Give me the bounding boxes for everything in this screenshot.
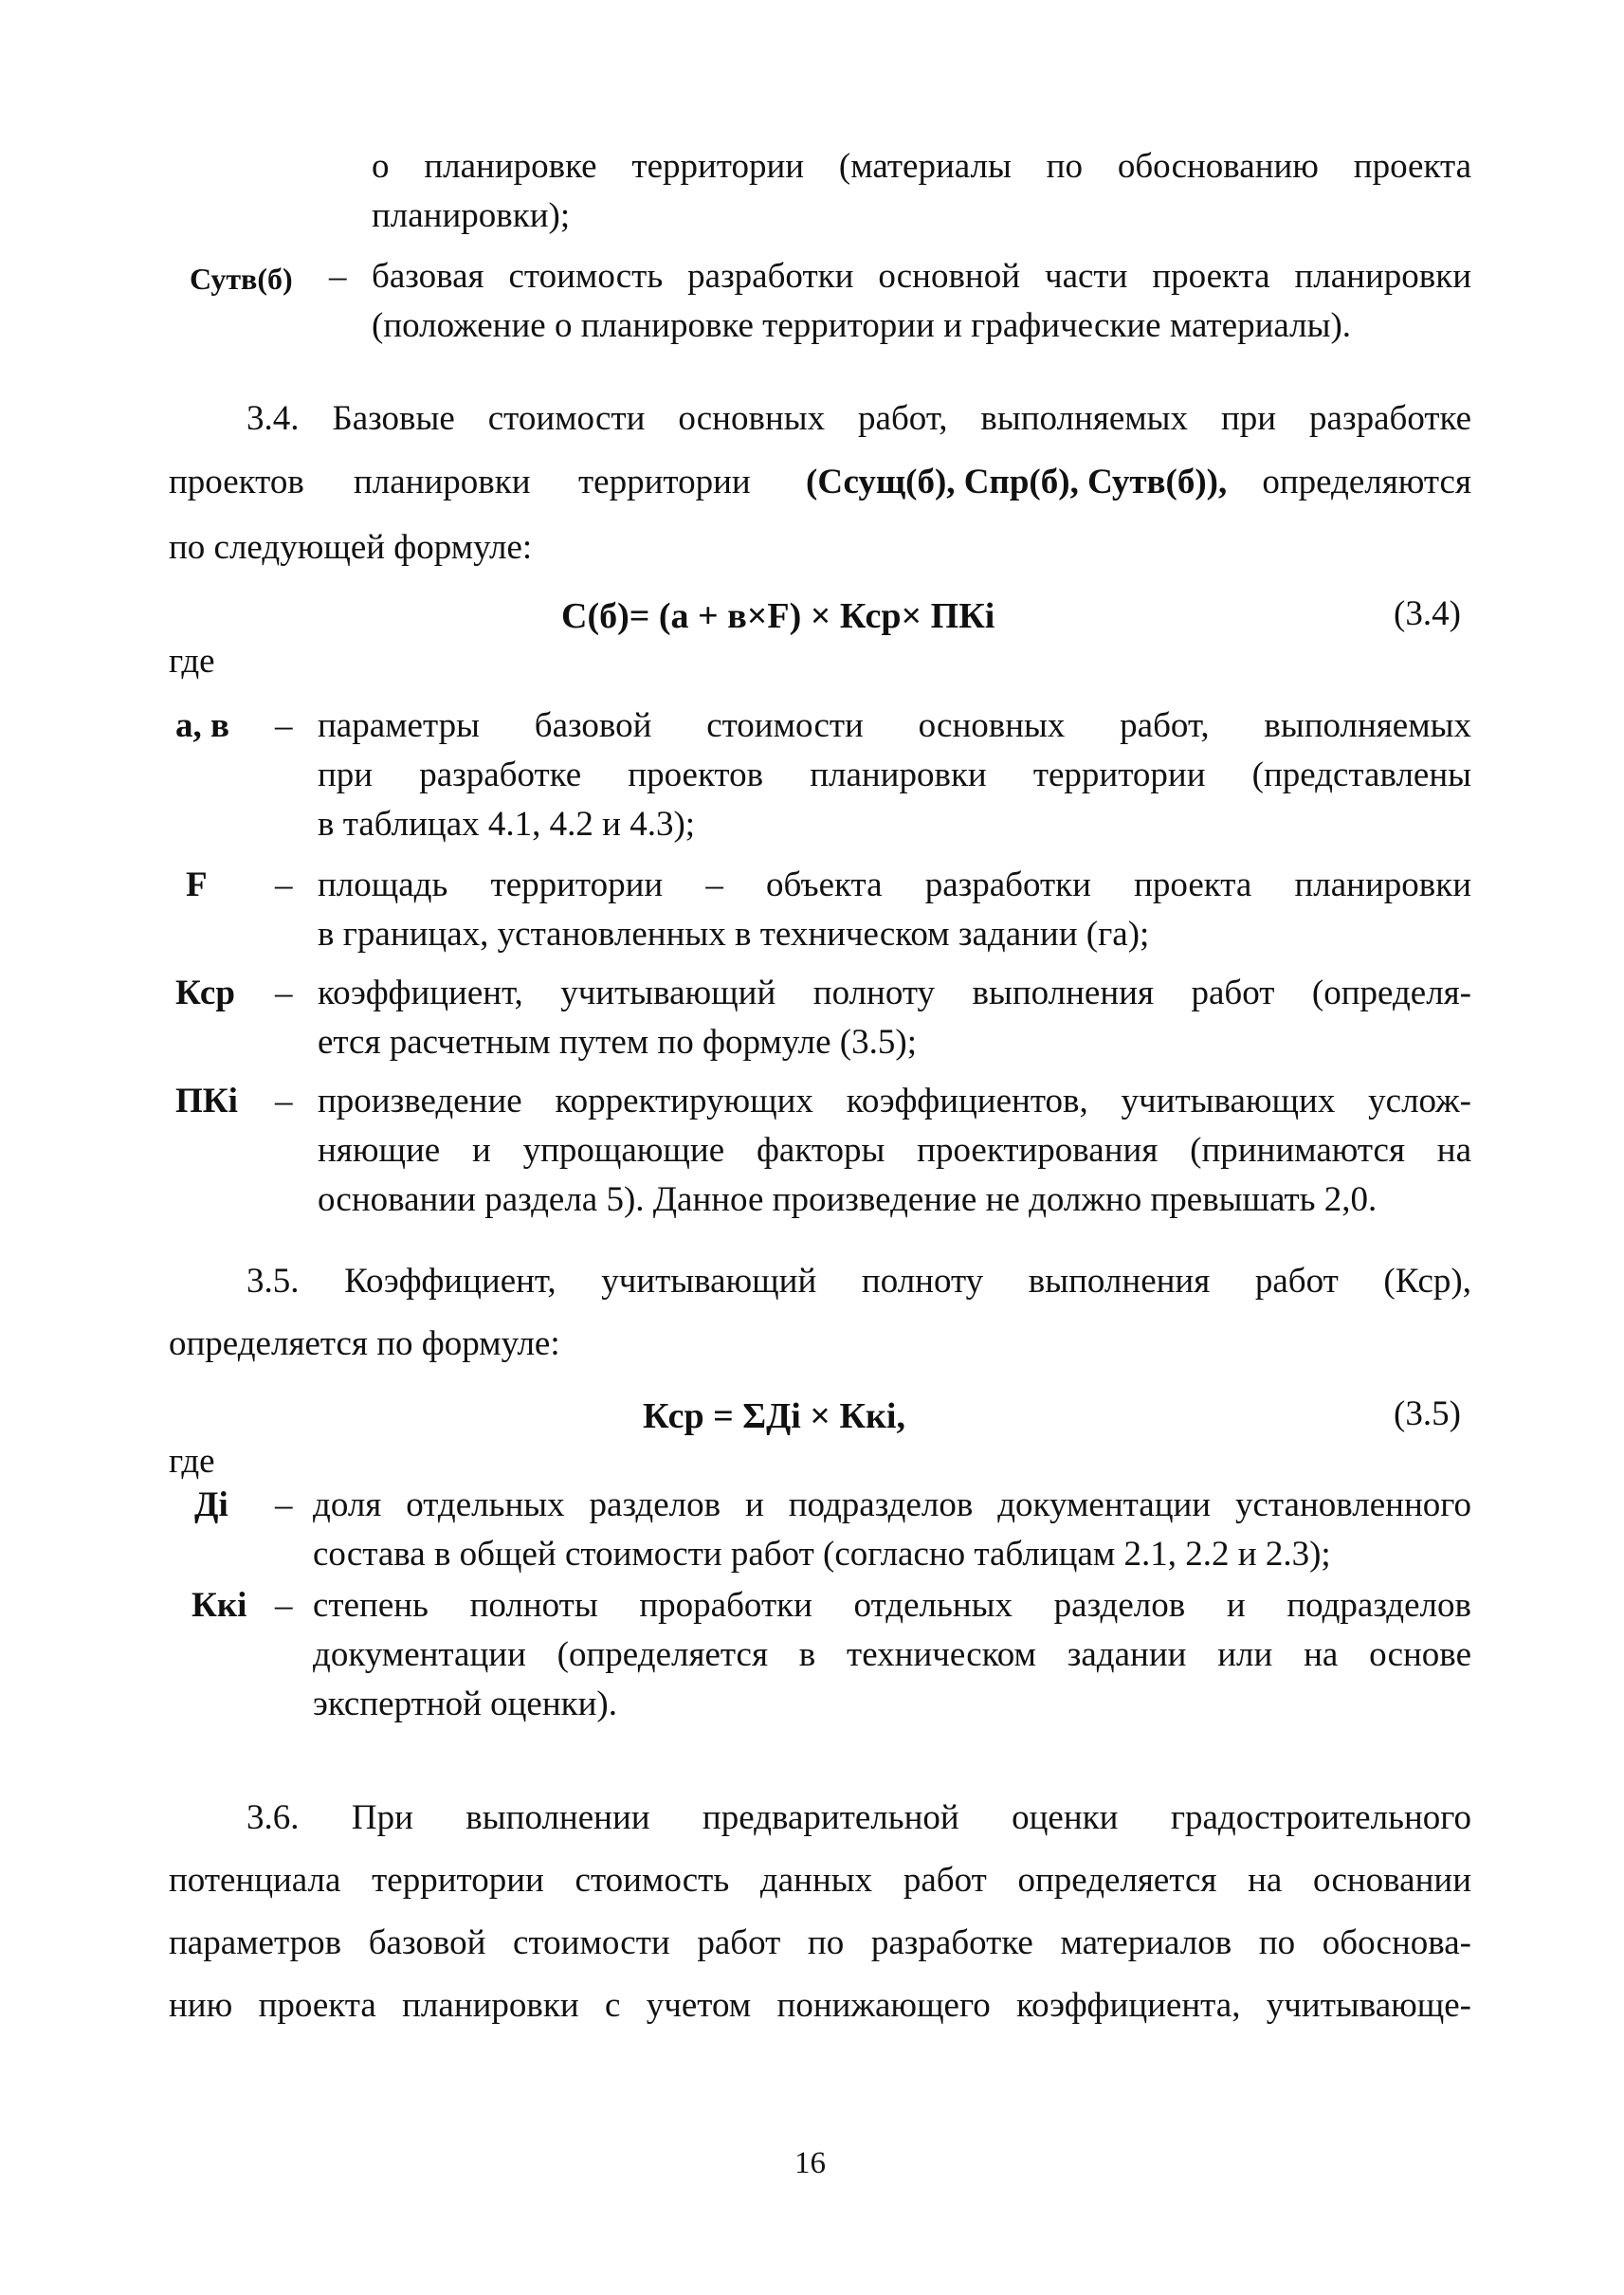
where-label: где (169, 1442, 215, 1481)
definition-line: параметры базовой стоимости основных работ, выполняемых (318, 706, 1471, 745)
text-fragment: проектов (169, 463, 304, 501)
definition-line: документации (определяется в техническом задании или на основе (313, 1635, 1471, 1674)
page-number: 16 (794, 2146, 826, 2180)
symbol-c-utv: Сутв(б) (190, 262, 293, 296)
formula-number: (3.4) (1394, 594, 1461, 633)
definition-line: основании раздела 5). Данное произведение не должно превышать 2,0. (318, 1180, 1378, 1219)
definition-line: в границах, установленных в техническом задании (га); (318, 915, 1150, 954)
definition-line: коэффициент, учитывающий полноту выполнения работ (определя- (318, 974, 1471, 1012)
dash: – (275, 974, 293, 1012)
paragraph-3-5-line: 3.5. Коэффициент, учитывающий полноту выполнения работ (Кср), (246, 1262, 1471, 1301)
dash: – (275, 865, 293, 904)
text-line: планировки); (372, 196, 571, 235)
dash: – (275, 706, 293, 745)
formula-number: (3.5) (1394, 1394, 1461, 1433)
definition-line: (положение о планировке территории и графические материалы). (372, 306, 1352, 345)
formula-3-4: С(б)= (а + в×F) × Кср× ПКi (561, 596, 995, 636)
definition-line: состава в общей стоимости работ (согласно таблицам 2.1, 2.2 и 2.3); (313, 1535, 1331, 1574)
dash: – (275, 1082, 293, 1120)
paragraph-3-4-line: по следующей формуле: (169, 528, 533, 567)
paragraph-3-6-line: потенциала территории стоимость данных работ определяется на основании (169, 1861, 1471, 1900)
definition-line: площадь территории – объекта разработки проекта планировки (318, 865, 1471, 904)
symbol-f: F (186, 865, 208, 904)
definition-line: базовая стоимость разработки основной части проекта планировки (372, 257, 1471, 296)
symbol-list: (Ссущ(б), Спр(б), Сутв(б)), (806, 463, 1228, 501)
definition-line: в таблицах 4.1, 4.2 и 4.3); (318, 805, 696, 844)
text-fragment: территории (578, 463, 751, 501)
paragraph-3-6-line: параметров базовой стоимости работ по разработке материалов по обоснова- (169, 1923, 1471, 1962)
definition-line: няющие и упрощающие факторы проектирования (принимаются на (318, 1131, 1471, 1170)
symbol-k-ki: Ккi (192, 1586, 247, 1625)
paragraph-3-4-line: 3.4. Базовые стоимости основных работ, выполняемых при разработке (246, 399, 1471, 438)
symbol-pk-i: ПКi (175, 1082, 238, 1120)
dash: – (275, 1485, 293, 1524)
paragraph-3-6-line: нию проекта планировки с учетом понижающего коэффициента, учитывающе- (169, 1986, 1471, 2025)
text-fragment: планировки (354, 463, 531, 501)
text-fragment: определяются (1262, 463, 1471, 501)
symbol-k-sr: Кср (175, 974, 235, 1012)
definition-line: экспертной оценки). (313, 1685, 617, 1723)
symbol-d-i: Дi (194, 1485, 228, 1524)
text-line: о планировке территории (материалы по обоснованию проекта (372, 147, 1471, 186)
dash: – (275, 1586, 293, 1625)
definition-line: ется расчетным путем по формуле (3.5); (318, 1023, 917, 1062)
where-label: где (169, 642, 215, 681)
paragraph-3-6-line: 3.6. При выполнении предварительной оценки градостроительного (246, 1798, 1471, 1837)
symbol-a-v: а, в (175, 706, 229, 745)
definition-line: степень полноты проработки отдельных разделов и подразделов (313, 1586, 1471, 1625)
definition-line: доля отдельных разделов и подразделов документации установленного (313, 1485, 1471, 1524)
definition-line: произведение корректирующих коэффициентов, учитывающих услож- (318, 1082, 1471, 1120)
dash: – (329, 257, 347, 296)
formula-3-5: Кср = ΣДi × Ккi, (643, 1396, 905, 1436)
paragraph-3-5-line: определяется по формуле: (169, 1324, 560, 1363)
definition-line: при разработке проектов планировки территории (представлены (318, 756, 1471, 794)
